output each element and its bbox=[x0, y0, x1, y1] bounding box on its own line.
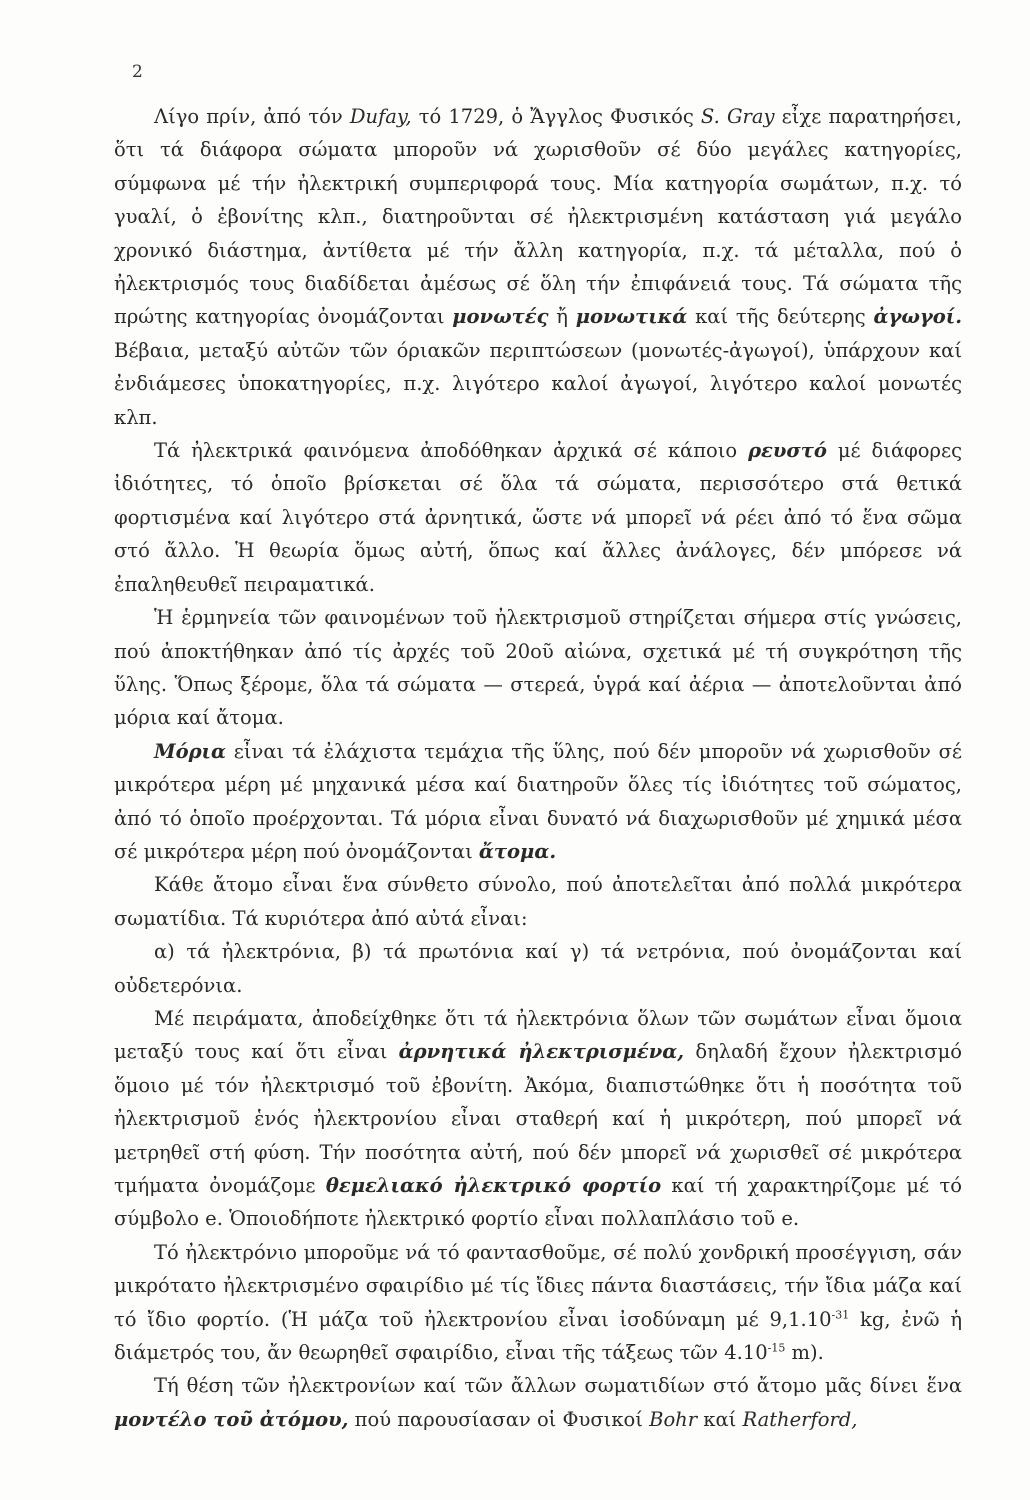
text-run: Ἡ ἑρμηνεία τῶν φαινομένων τοῦ ἠλεκτρισμοῦ στηρίζεται σήμερα στίς γνώσεις, πού ἀποκτήθηκαν ἀπό τίς ἀρχές τοῦ 20οῦ αἰώνα, σχετικά μέ τή συγκρότηση τῆς ὕλης. Ὅπως ξέρομε, ὅλα τά σώματα — στερεά, ὑγρά καί ἀέρια — ἀποτελοῦνται ἀπό μόρια καί ἄτομα. bbox=[114, 606, 962, 730]
body-text bbox=[114, 100, 962, 1436]
text-run: καί bbox=[697, 1407, 743, 1431]
term-atom-model: μοντέλο τοῦ ἀτόμου, bbox=[114, 1407, 349, 1431]
term-negatively-charged: ἀρνητικά ἠλεκτρισμένα, bbox=[398, 1040, 685, 1064]
text-run: μέ διάφορες ἰδιότητες, τό ὁποῖο βρίσκεται σέ ὅλα τά σώματα, περισσότερο στά θετικά φορτισμένα καί λιγότερο στά ἀρνητικά, ὥστε νά μπορεῖ νά ρέει ἀπό τό ἕνα σῶμα στό ἄλλο. Ἡ θεωρία ὅμως αὐτή, ὅπως καί ἄλλες ἀνάλογες, δέν μπόρεσε νά ἐπαληθευθεῖ πειραματικά. bbox=[114, 439, 962, 596]
text-run: α) τά ἠλεκτρόνια, β) τά πρωτόνια καί γ) τά νετρόνια, πού ὀνομάζονται καί οὐδετερόνια. bbox=[114, 940, 962, 997]
text-run: καί τή χαρακτηρίζομε μέ τό σύμβολο e. Ὁποιοδήποτε ἠλεκτρικό φορτίο εἶναι πολλαπλάσιο τοῦ e. bbox=[114, 1174, 962, 1231]
text-run: Τά ἠλεκτρικά φαινόμενα ἀποδόθηκαν ἀρχικά σέ κάποιο bbox=[154, 439, 749, 463]
paragraph-7 bbox=[114, 1002, 962, 1236]
term-insulators: μονωτές bbox=[452, 305, 549, 329]
exponent: -31 bbox=[831, 1308, 850, 1322]
text-run: m). bbox=[785, 1341, 824, 1365]
text-run: εἶναι τά ἐλάχιστα τεμάχια τῆς ὕλης, πού δέν μποροῦν νά χωρισθοῦν σέ μικρότερα μέρη μέ μηχανικά μέσα καί διατηροῦν ὅλες τίς ἰδιότητες τοῦ σώματος, ἀπό τό ὁποῖο προέρχονται. Τά μόρια εἶναι δυνατό νά διαχωρισθοῦν μέ χημικά μέσα σέ μικρότερα μέρη πού ὀνομάζονται bbox=[114, 739, 962, 863]
term-insulating: μονωτικά bbox=[575, 305, 688, 329]
text-run: ἤ bbox=[548, 305, 576, 329]
name-ratherford: Ratherford, bbox=[742, 1407, 858, 1431]
text-run: kg, ἐνῶ ἡ διάμετρός του, ἄν θεωρηθεῖ σφαιρίδιο, εἶναι τῆς τάξεως τῶν 4.10 bbox=[114, 1307, 963, 1365]
paragraph-8 bbox=[114, 1236, 962, 1370]
text-run: Τό ἠλεκτρόνιο μποροῦμε νά τό φαντασθοῦμε, σέ πολύ χονδρική προσέγγιση, σάν μικρότατο ἠλεκτρισμένο σφαιρίδιο μέ τίς ἴδιες πάντα διαστάσεις, τήν ἴδια μάζα καί τό ἴδιο φορτίο. (Ἡ μάζα τοῦ ἠλεκτρονίου εἶναι ἰσοδύναμη μέ 9,1.10 bbox=[114, 1240, 962, 1331]
paragraph-2 bbox=[114, 434, 962, 601]
text-run: Μέ πειράματα, ἀποδείχθηκε ὅτι τά ἠλεκτρόνια ὅλων τῶν σωμάτων εἶναι ὅμοια μεταξύ τους καί ὅτι εἶναι bbox=[114, 1006, 962, 1064]
text-run: πού παρουσίασαν οἱ Φυσικοί bbox=[348, 1407, 650, 1431]
text-run: Λίγο πρίν, ἀπό τόν bbox=[154, 105, 350, 128]
name-dufay: Dufay, bbox=[349, 105, 412, 128]
paragraph-9 bbox=[114, 1369, 962, 1436]
text-run: καί τῆς δεύτερης bbox=[687, 305, 874, 329]
paragraph-3 bbox=[114, 601, 962, 735]
paragraph-1 bbox=[114, 100, 962, 434]
paragraph-4 bbox=[114, 735, 962, 869]
exponent: -15 bbox=[767, 1341, 786, 1355]
text-run: Κάθε ἄτομο εἶναι ἕνα σύνθετο σύνολο, πού ἀποτελεῖται ἀπό πολλά μικρότερα σωματίδια. Τά κυριότερα ἀπό αὐτά εἶναι: bbox=[114, 873, 962, 930]
text-run: δηλαδή ἔχουν ἠλεκτρισμό ὅμοιο μέ τόν ἠλεκτρισμό τοῦ ἐβονίτη. Ἀκόμα, διαπιστώθηκε ὅτι ἡ ποσότητα τοῦ ἠλεκτρισμοῦ ἑνός ἠλεκτρονίου εἶναι σταθερή καί ἡ μικρότερη, πού μπορεῖ νά μετρηθεῖ στή φύση. Τήν ποσότητα αὐτή, πού δέν μπορεῖ νά χωρισθεῖ σέ μικρότερα τμήματα ὀνομάζομε bbox=[114, 1040, 962, 1197]
page-number: 2 bbox=[132, 62, 143, 82]
text-run: εἶχε παρατηρήσει, ὅτι τά διάφορα σώματα μποροῦν νά χωρισθοῦν σέ δύο μεγάλες κατηγορίες, σύμφωνα μέ τήν ἠλεκτρική συμπεριφορά τους. Μία κατηγορία σωμάτων, π.χ. τό γυαλί, ὁ ἐβονίτης κλπ., διατηροῦνται σέ ἠλεκτρισμένη κατάσταση γιά μεγάλο χρονικό διάστημα, ἀντίθετα μέ τήν ἄλλη κατηγορία, π.χ. τά μέταλλα, πού ὁ ἠλεκτρισμός τους διαδίδεται ἀμέσως σέ ὅλη τήν ἐπιφάνειά τους. Τά σώματα τῆς πρώτης κατηγορίας ὀνομάζονται bbox=[114, 105, 962, 329]
text-run: τό 1729, ὁ Ἄγγλος Φυσικός bbox=[411, 105, 701, 128]
term-atoms: ἄτομα. bbox=[478, 839, 557, 863]
term-elementary-charge: θεμελιακό ἠλεκτρικό φορτίο bbox=[325, 1174, 662, 1197]
paragraph-6 bbox=[114, 935, 962, 1002]
term-fluid: ρευστό bbox=[748, 439, 827, 463]
text-run: Βέβαια, μεταξύ αὐτῶν τῶν όριακῶν περιπτώσεων (μονωτές-ἀγωγοί), ὑπάρχουν καί ἐνδιάμεσες ὑποκατηγορίες, π.χ. λιγότερο καλοί ἀγωγοί, λιγότερο καλοί μονωτές κλπ. bbox=[114, 338, 962, 429]
term-molecules: Μόρια bbox=[154, 739, 227, 763]
name-bohr: Bohr bbox=[649, 1407, 698, 1431]
text-run: Τή θέση τῶν ἠλεκτρονίων καί τῶν ἄλλων σωματιδίων στό ἄτομο μᾶς δίνει ἕνα bbox=[154, 1374, 962, 1398]
term-conductors: ἀγωγοί. bbox=[873, 305, 962, 329]
paragraph-5 bbox=[114, 868, 962, 935]
name-gray: S. Gray bbox=[700, 105, 775, 128]
